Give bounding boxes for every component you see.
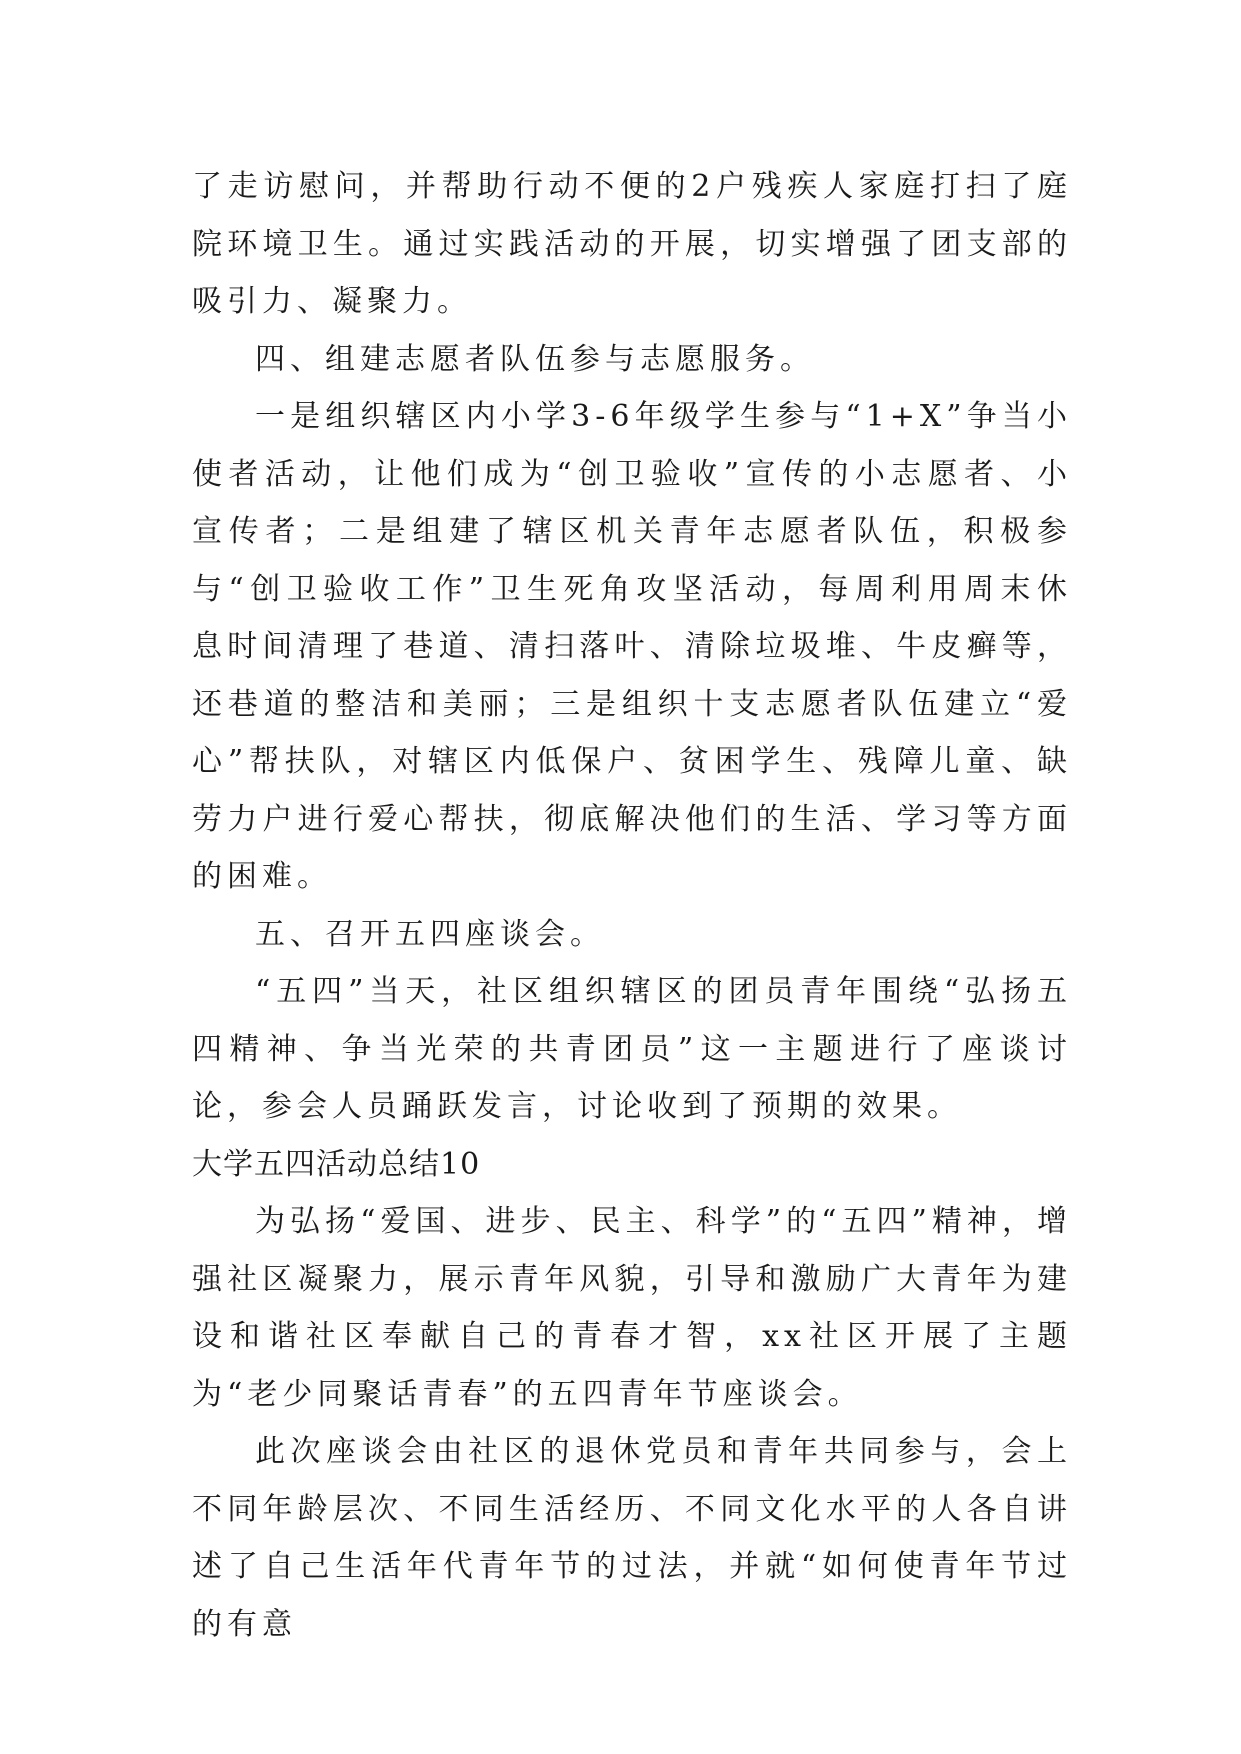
document-body (192, 158, 1072, 1653)
section-title: 大学五四活动总结10 (192, 1146, 481, 1182)
paragraph-may-fourth-meeting: “五四”当天，社区组织辖区的团员青年围绕“弘扬五四精神、争当光荣的共青团员”这一主题进行了座谈讨论，参会人员踊跃发言，讨论收到了预期的效果。 (192, 974, 1072, 1124)
paragraph-section-intro: 为弘扬“爱国、进步、民主、科学”的“五四”精神，增强社区凝聚力，展示青年风貌，引导和激励广大青年为建设和谐社区奉献自己的青春才智，xx社区开展了主题为“老少同聚话青春”的五四青年节座谈会。 (192, 1204, 1072, 1412)
paragraph-heading-five: 五、召开五四座谈会。 (255, 916, 605, 952)
paragraph-section-meeting: 此次座谈会由社区的退休党员和青年共同参与，会上不同年龄层次、不同生活经历、不同文化水平的人各自讲述了自己生活年代青年节的过法，并就“如何使青年节过的有意 (192, 1434, 1072, 1642)
paragraph-heading-four: 四、组建志愿者队伍参与志愿服务。 (255, 341, 815, 377)
paragraph-volunteer-service: 一是组织辖区内小学3-6年级学生参与“1+X”争当小使者活动，让他们成为“创卫验收”宣传的小志愿者、小宣传者；二是组建了辖区机关青年志愿者队伍，积极参与“创卫验收工作”卫生死角攻坚活动，每周利用周末休息时间清理了巷道、清扫落叶、清除垃圾堆、牛皮癣等，还巷道的整洁和美丽；三是组织十支志愿者队伍建立“爱心”帮扶队，对辖区内低保户、贫困学生、残障儿童、缺劳力户进行爱心帮扶，彻底解决他们的生活、学习等方面的困难。 (192, 399, 1072, 894)
paragraph-continuation: 了走访慰问，并帮助行动不便的2户残疾人家庭打扫了庭院环境卫生。通过实践活动的开展，切实增强了团支部的吸引力、凝聚力。 (192, 169, 1072, 319)
